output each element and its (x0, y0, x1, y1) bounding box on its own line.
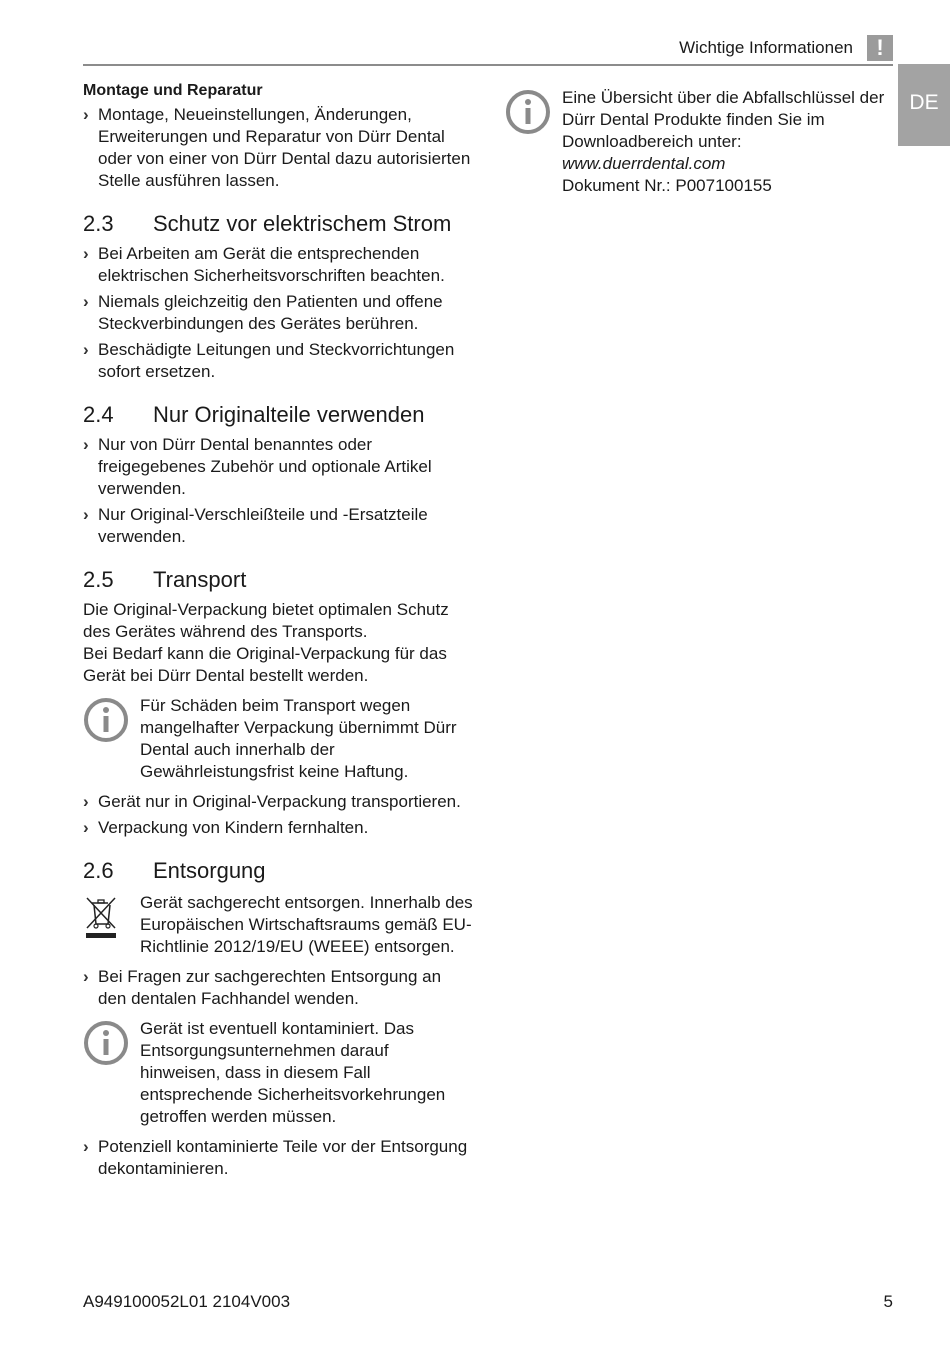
header-title: Wichtige Informationen (679, 38, 853, 57)
section-2-4-heading (83, 401, 473, 428)
list-item: › Beschädigte Leitungen und Steckvorrichtungen sofort ersetzen. (83, 339, 473, 383)
montage-list (83, 104, 473, 192)
info-icon (83, 1020, 129, 1066)
footer-document-id: A949100052L01 2104V003 (83, 1292, 291, 1311)
list-item: › Niemals gleichzeitig den Patienten und offene Steckverbindungen des Gerätes berühren. (83, 291, 473, 335)
list-item: › Bei Arbeiten am Gerät die entsprechenden elektrischen Sicherheitsvorschriften beachten. (83, 243, 473, 287)
note-text: Für Schäden beim Transport wegen mangelhafter Verpackung übernimmt Dürr Dental auch innerhalb der Gewährleistungsfrist keine Haftung. (140, 696, 457, 781)
section-2-6-heading (83, 857, 473, 884)
page-header (83, 34, 893, 66)
section-number: 2.6 (83, 858, 114, 883)
document-number: Dokument Nr.: P007100155 (562, 176, 772, 195)
list-item: › Potenziell kontaminierte Teile vor der Entsorgung dekontaminieren. (83, 1136, 473, 1180)
section-number: 2.4 (83, 402, 114, 427)
right-column (505, 87, 895, 205)
note-text: Gerät ist eventuell kontaminiert. Das Entsorgungsunternehmen darauf hinweisen, dass in diesem Fall entsprechende Sicherheitsvorkehrungen getroffen werden müssen. (140, 1019, 446, 1126)
section-number: 2.5 (83, 567, 114, 592)
section-title: Schutz vor elektrischem Strom (153, 211, 452, 236)
section-title: Transport (153, 567, 247, 592)
section-title: Nur Originalteile verwenden (153, 402, 425, 427)
language-tab[interactable]: DE (898, 64, 950, 146)
transport-info-note (83, 695, 473, 783)
info-icon (505, 89, 551, 135)
waste-codes-info-note (505, 87, 895, 197)
montage-heading: Montage und Reparatur (83, 82, 263, 99)
warning-mark-icon: ! (867, 35, 893, 61)
note-text (562, 87, 895, 197)
list-item: › Montage, Neueinstellungen, Änderungen, Erweiterungen und Reparatur von Dürr Dental oder von einer von Dürr Dental dazu autorisierten Stelle ausführen lassen. (83, 104, 473, 192)
note-line: Eine Übersicht über die Abfallschlüssel der Dürr Dental Produkte finden Sie im Downloadbereich unter: (562, 88, 885, 151)
section-2-3-heading (83, 210, 473, 237)
info-icon (83, 697, 129, 743)
section-2-3-list (83, 243, 473, 383)
section-2-6-list-2 (83, 1136, 473, 1180)
list-item: › Verpackung von Kindern fernhalten. (83, 817, 473, 839)
section-2-5-list (83, 791, 473, 839)
transport-paragraph-1: Die Original-Verpackung bietet optimalen Schutz des Gerätes während des Transports. (83, 600, 449, 641)
section-2-6-list-1 (83, 966, 473, 1010)
section-number: 2.3 (83, 211, 114, 236)
section-2-5-heading (83, 566, 473, 593)
note-text: Gerät sachgerecht entsorgen. Innerhalb des Europäischen Wirtschaftsraums gemäß EU-Richtlinie 2012/19/EU (WEEE) entsorgen. (140, 893, 473, 956)
weee-crossed-bin-icon (83, 894, 129, 940)
left-column (83, 80, 473, 1184)
list-item: › Bei Fragen zur sachgerechten Entsorgung an den dentalen Fachhandel wenden. (83, 966, 473, 1010)
download-link[interactable]: www.duerrdental.com (562, 154, 726, 173)
transport-paragraph-2: Bei Bedarf kann die Original-Verpackung für das Gerät bei Dürr Dental bestellt werden. (83, 644, 447, 685)
page-number: 5 (883, 1292, 893, 1311)
list-item: › Nur Original-Verschleißteile und -Ersatzteile verwenden. (83, 504, 473, 548)
weee-note (83, 892, 473, 958)
list-item: › Gerät nur in Original-Verpackung transportieren. (83, 791, 473, 813)
contamination-info-note (83, 1018, 473, 1128)
section-2-4-list (83, 434, 473, 548)
list-item: › Nur von Dürr Dental benanntes oder freigegebenes Zubehör und optionale Artikel verwenden. (83, 434, 473, 500)
section-title: Entsorgung (153, 858, 266, 883)
